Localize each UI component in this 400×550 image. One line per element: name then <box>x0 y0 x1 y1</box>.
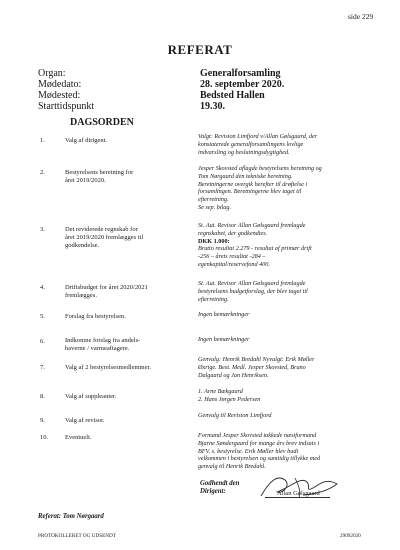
agenda-number: 1. <box>40 137 45 144</box>
agenda-note <box>198 311 378 319</box>
signature-name: Allan Gølsgaard <box>277 490 320 497</box>
note-line: Beretningerne overgik herefter til drøftelse i <box>198 180 308 188</box>
document-title: REFERAT <box>167 42 233 57</box>
note-line: konstaterede generalforsamlingens lovlige <box>198 140 304 148</box>
agenda-note <box>198 165 378 212</box>
agenda-note <box>198 133 378 156</box>
meta-value-start: 19.30. <box>200 101 225 112</box>
signature-label-line: Godhendt den <box>200 480 240 487</box>
footer-left: PROTOKOLLERET OG UDSENDT <box>38 533 116 539</box>
agenda-number: 4. <box>40 284 45 291</box>
agenda-note <box>198 336 378 344</box>
note-line: Bjarne Søndergaard for mange års brev indsats i <box>198 439 320 447</box>
agenda-item <box>65 284 180 300</box>
note-line: BFV. s. bestyrelse. Erik Møller blev budt <box>198 447 299 455</box>
meta-label-organ: Organ: <box>38 68 66 79</box>
agenda-number: 9. <box>40 417 45 424</box>
agenda-number: 2. <box>40 169 45 176</box>
agenda-item <box>65 137 180 145</box>
signature-line <box>265 497 330 498</box>
agenda-item-line: Det reviderede regnskab for <box>65 226 138 233</box>
agenda-heading: DAGSORDEN <box>70 117 134 128</box>
footer-date: 29092020 <box>340 533 361 539</box>
agenda-item-line: Valg af revisor. <box>65 417 105 424</box>
note-line: Genvalg til Revision Limfjord <box>198 412 272 419</box>
note-line: egenkapital/reservefond 400. <box>198 260 270 268</box>
note-line: genvalg til Henrik Bredahl. <box>198 463 266 471</box>
note-line: -256 – årets resultat -284 – <box>198 253 266 261</box>
agenda-note <box>198 222 378 269</box>
agenda-item <box>65 393 180 401</box>
meta-value-place: Bedsted Hallen <box>200 90 265 101</box>
agenda-item-line: året 2019/2020. <box>65 177 106 184</box>
agenda-number: 7. <box>40 364 45 371</box>
agenda-item-line: haverne / varmeaftagere. <box>65 345 130 352</box>
agenda-number: 8. <box>40 393 45 400</box>
agenda-item <box>65 434 180 442</box>
note-line: forsamlingen. Beretningerne blev taget til <box>198 188 302 196</box>
note-line: St. Aut. Revisor Allan Gølsgaard fremlagde <box>198 280 306 287</box>
note-line: Ingen bemærkninger <box>198 311 250 318</box>
note-line: Tom Nørgaard den tekniske beretning. <box>198 172 293 180</box>
agenda-item <box>65 337 180 353</box>
note-line: Valgt: Revision Limfjord v/Allan Gølsgaard, der <box>198 133 318 140</box>
note-line: regnskabet, der godkendtes. <box>198 229 268 237</box>
signature-label <box>200 480 260 496</box>
agenda-note <box>198 388 378 404</box>
note-line: efterretning. <box>198 196 229 204</box>
agenda-item-line: Driftsbudget for året 2020/2021 <box>65 284 148 291</box>
signature-label-line: Dirigent: <box>200 488 226 495</box>
agenda-item <box>65 169 180 185</box>
meta-value-organ: Generalforsamling <box>200 68 281 79</box>
note-line: Genvalg: Henrik Bredahl Nyvalgt: Erik Møller <box>198 356 315 363</box>
agenda-number: 5. <box>40 313 45 320</box>
agenda-note <box>198 432 378 471</box>
agenda-item-line: Forslag fra bestyrelsen. <box>65 313 126 320</box>
agenda-note <box>198 412 378 420</box>
agenda-item-line: Valg af 2 bestyrelsesmedlemmer. <box>65 364 151 371</box>
meta-label-start: Starttidspunkt <box>38 101 95 112</box>
note-line: St. Aut. Revisor Allan Gølsgaard fremlagde <box>198 222 306 229</box>
agenda-item <box>65 313 180 321</box>
note-line: Ingen bemærkninger <box>198 336 250 343</box>
agenda-item-line: året 2019/2020 fremlægges til <box>65 234 144 241</box>
agenda-item-line: Eventuelt. <box>65 434 92 441</box>
note-line: velkommen i bestyrelsen og samtidig tillykke med <box>198 455 321 463</box>
meta-label-place: Mødested: <box>38 90 81 101</box>
agenda-item-line: Valg af dirigent. <box>65 137 108 144</box>
agenda-number: 3. <box>40 226 45 233</box>
agenda-item <box>65 417 180 425</box>
agenda-item-line: Indkomne forslag fra andels- <box>65 337 141 344</box>
note-line: indvarsling og beslutningsdygtighed. <box>198 148 290 156</box>
note-line: efterretning. <box>198 295 229 303</box>
note-line: Formand Jesper Skovsted takkede næstformand <box>198 432 317 439</box>
agenda-number: 6. <box>40 338 45 345</box>
note-line: bestyrelsens budgetforslag, der blev taget til <box>198 287 308 295</box>
note-line: Jesper Skovsted aflagde bestyrelsens beretning og <box>198 165 322 172</box>
note-line: Dalgaard og Jan Henriksen. <box>198 371 269 379</box>
note-line: 2. Hans Jørgen Pedersen <box>198 395 261 403</box>
referat-author: Referat: Tom Nørgaard <box>38 513 104 520</box>
agenda-number: 10. <box>40 434 49 441</box>
meta-label-date: Mødedato: <box>38 79 82 90</box>
note-line: 1. Arne Bækgaard <box>198 388 243 395</box>
note-line: Se sep. bilag. <box>198 203 231 211</box>
agenda-note <box>198 280 378 303</box>
agenda-note <box>198 356 378 379</box>
agenda-item-line: Bestyrelsens beretning for <box>65 169 134 176</box>
note-line: Øxrige. Best. Medl. Jesper Skovsted, Bruno <box>198 363 306 371</box>
page-number: side 229 <box>348 12 374 21</box>
note-line-bold: DKK 1.000: <box>198 237 230 245</box>
agenda-item <box>65 364 180 372</box>
agenda-item <box>65 226 180 250</box>
agenda-item-line: Valg af suppleanter. <box>65 393 117 400</box>
agenda-item-line: godkendelse. <box>65 242 100 249</box>
agenda-item-line: fremlægges. <box>65 292 97 299</box>
note-line: Brutto resultat 2.279 - resultat af primær drift <box>198 245 312 253</box>
meta-value-date: 28. september 2020. <box>200 79 285 90</box>
